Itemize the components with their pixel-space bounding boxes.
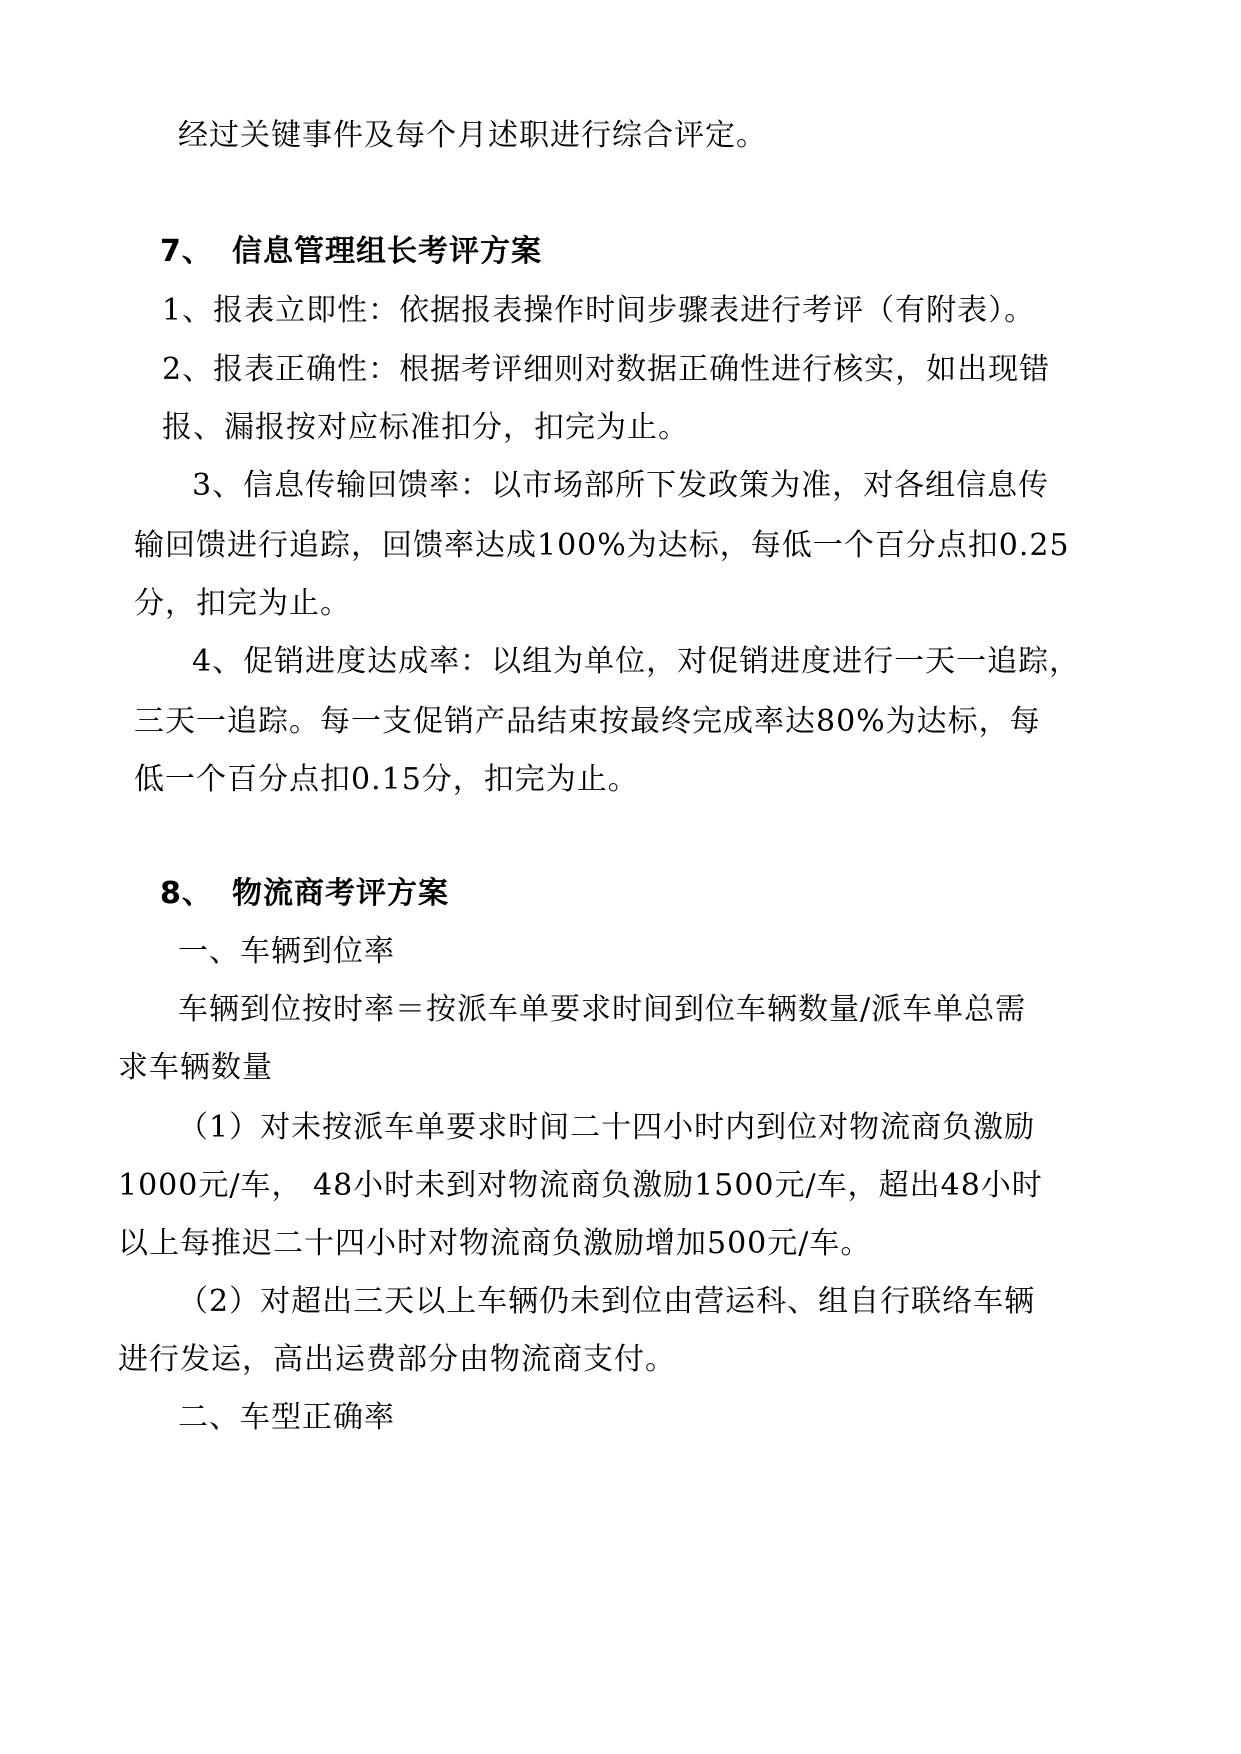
paragraph-line: （2）对超出三天以上车辆仍未到位由营运科、组自行联络车辆 — [178, 1284, 1036, 1319]
paragraph-line: 报、漏报按对应标准扣分，扣完为止。 — [162, 410, 689, 445]
paragraph-line: 输回馈进行追踪，回馈率达成100%为达标，每低一个百分点扣0.25 — [134, 528, 1070, 563]
paragraph-line: 1000元/车， 48小时未到对物流商负激励1500元/车，超出48小时 — [118, 1168, 1043, 1203]
paragraph-line: 以上每推迟二十四小时对物流商负激励增加500元/车。 — [118, 1226, 872, 1261]
paragraph-line: 三天一追踪。每一支促销产品结束按最终完成率达80%为达标，每 — [134, 704, 1041, 739]
paragraph-line: 2、报表正确性：根据考评细则对数据正确性进行核实，如出现错 — [162, 352, 1051, 387]
section-number: 7、 — [160, 234, 213, 269]
paragraph-line: 进行发运，高出运费部分由物流商支付。 — [118, 1342, 676, 1377]
paragraph-line: （1）对未按派车单要求时间二十四小时内到位对物流商负激励 — [178, 1110, 1036, 1145]
section-title: 物流商考评方案 — [232, 876, 449, 911]
paragraph-line: 车辆到位按时率＝按派车单要求时间到位车辆数量/派车单总需 — [178, 992, 1027, 1027]
paragraph-line: 1、报表立即性：依据报表操作时间步骤表进行考评（有附表）。 — [162, 293, 1036, 328]
paragraph-line: 经过关键事件及每个月述职进行综合评定。 — [178, 118, 767, 153]
section-heading-7 — [160, 232, 542, 272]
paragraph-line: 求车辆数量 — [118, 1050, 273, 1085]
paragraph-line: 一、车辆到位率 — [178, 934, 395, 969]
paragraph-line: 分，扣完为止。 — [134, 586, 351, 621]
section-heading-8 — [160, 874, 449, 914]
section-title: 信息管理组长考评方案 — [232, 234, 542, 269]
paragraph-line: 低一个百分点扣0.15分，扣完为止。 — [134, 762, 639, 797]
paragraph-line: 二、车型正确率 — [178, 1400, 395, 1435]
section-number: 8、 — [160, 876, 213, 911]
paragraph-line: 4、促销进度达成率：以组为单位，对促销进度进行一天一追踪， — [192, 644, 1081, 679]
paragraph-line: 3、信息传输回馈率：以市场部所下发政策为准，对各组信息传 — [192, 468, 1050, 503]
